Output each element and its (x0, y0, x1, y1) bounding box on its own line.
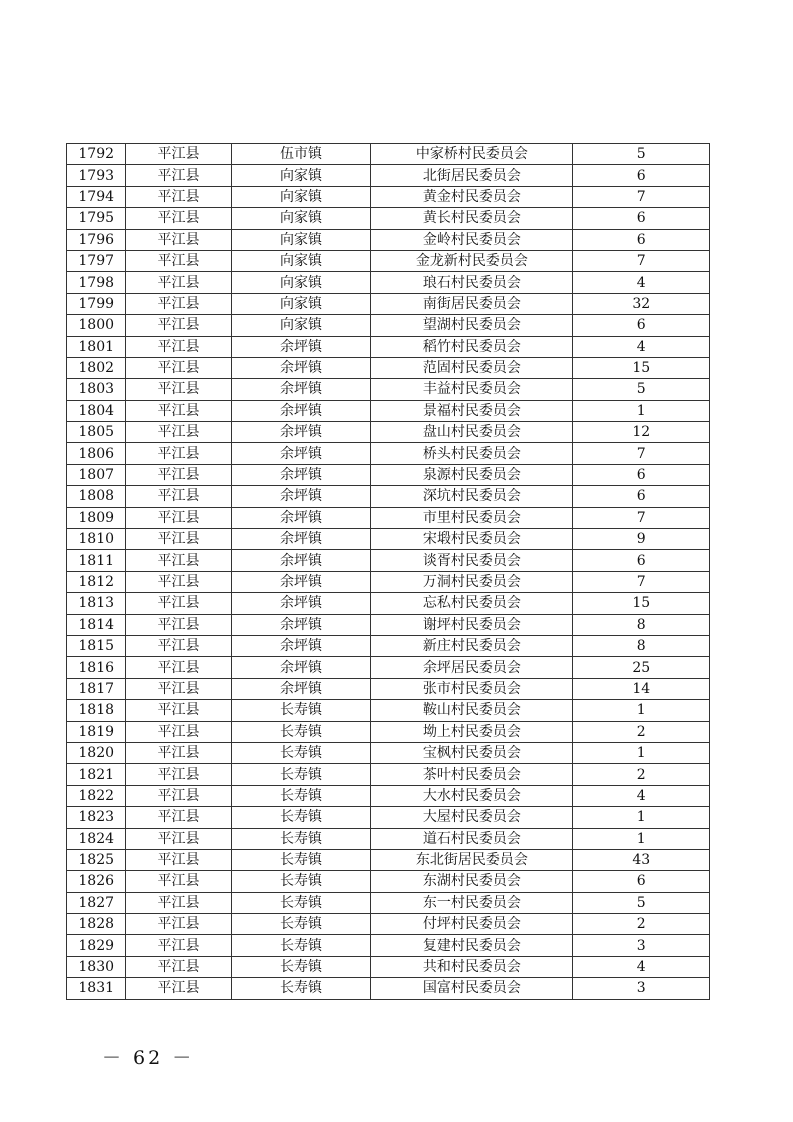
committee-cell: 丰益村民委员会 (371, 379, 573, 400)
count-cell: 7 (573, 186, 710, 207)
county-cell: 平江县 (126, 315, 231, 336)
county-cell: 平江县 (126, 785, 231, 806)
committee-cell: 坳上村民委员会 (371, 721, 573, 742)
county-cell: 平江县 (126, 593, 231, 614)
count-cell: 6 (573, 208, 710, 229)
count-cell: 14 (573, 678, 710, 699)
town-cell: 余坪镇 (231, 529, 371, 550)
county-cell: 平江县 (126, 935, 231, 956)
county-cell: 平江县 (126, 486, 231, 507)
table-row (67, 250, 710, 271)
table-row (67, 186, 710, 207)
town-cell: 余坪镇 (231, 571, 371, 592)
table-row (67, 422, 710, 443)
table-row (67, 486, 710, 507)
row-index-cell: 1795 (67, 208, 126, 229)
committee-cell: 东湖村民委员会 (371, 871, 573, 892)
county-cell: 平江县 (126, 208, 231, 229)
county-cell: 平江县 (126, 464, 231, 485)
county-cell: 平江县 (126, 443, 231, 464)
county-cell: 平江县 (126, 144, 231, 165)
count-cell: 1 (573, 807, 710, 828)
count-cell: 15 (573, 357, 710, 378)
committee-cell: 深坑村民委员会 (371, 486, 573, 507)
committee-cell: 桥头村民委员会 (371, 443, 573, 464)
row-index-cell: 1811 (67, 550, 126, 571)
table-row (67, 785, 710, 806)
table-row (67, 208, 710, 229)
committee-cell: 新庄村民委员会 (371, 635, 573, 656)
count-cell: 6 (573, 871, 710, 892)
county-cell: 平江县 (126, 849, 231, 870)
committee-cell: 张市村民委员会 (371, 678, 573, 699)
committee-cell: 国富村民委员会 (371, 978, 573, 999)
count-cell: 2 (573, 721, 710, 742)
count-cell: 12 (573, 422, 710, 443)
town-cell: 长寿镇 (231, 700, 371, 721)
table-row (67, 571, 710, 592)
count-cell: 3 (573, 935, 710, 956)
county-cell: 平江县 (126, 956, 231, 977)
county-cell: 平江县 (126, 614, 231, 635)
count-cell: 6 (573, 486, 710, 507)
town-cell: 长寿镇 (231, 892, 371, 913)
town-cell: 向家镇 (231, 208, 371, 229)
county-cell: 平江县 (126, 914, 231, 935)
town-cell: 余坪镇 (231, 550, 371, 571)
town-cell: 向家镇 (231, 315, 371, 336)
county-cell: 平江县 (126, 250, 231, 271)
committee-cell: 南街居民委员会 (371, 293, 573, 314)
row-index-cell: 1805 (67, 422, 126, 443)
count-cell: 4 (573, 956, 710, 977)
row-index-cell: 1830 (67, 956, 126, 977)
county-cell: 平江县 (126, 678, 231, 699)
committee-cell: 市里村民委员会 (371, 507, 573, 528)
county-cell: 平江县 (126, 871, 231, 892)
count-cell: 4 (573, 336, 710, 357)
row-index-cell: 1821 (67, 764, 126, 785)
committee-cell: 望湖村民委员会 (371, 315, 573, 336)
town-cell: 余坪镇 (231, 486, 371, 507)
county-cell: 平江县 (126, 978, 231, 999)
town-cell: 余坪镇 (231, 464, 371, 485)
row-index-cell: 1822 (67, 785, 126, 806)
committee-cell: 付坪村民委员会 (371, 914, 573, 935)
table-row (67, 978, 710, 999)
count-cell: 9 (573, 529, 710, 550)
town-cell: 余坪镇 (231, 614, 371, 635)
town-cell: 向家镇 (231, 229, 371, 250)
town-cell: 余坪镇 (231, 357, 371, 378)
county-cell: 平江县 (126, 529, 231, 550)
committee-cell: 忘私村民委员会 (371, 593, 573, 614)
row-index-cell: 1814 (67, 614, 126, 635)
table-row (67, 379, 710, 400)
count-cell: 25 (573, 657, 710, 678)
row-index-cell: 1808 (67, 486, 126, 507)
town-cell: 长寿镇 (231, 785, 371, 806)
count-cell: 6 (573, 464, 710, 485)
county-cell: 平江县 (126, 336, 231, 357)
county-cell: 平江县 (126, 892, 231, 913)
count-cell: 1 (573, 700, 710, 721)
table-row (67, 935, 710, 956)
table-row (67, 742, 710, 763)
committee-cell: 东北街居民委员会 (371, 849, 573, 870)
count-cell: 6 (573, 550, 710, 571)
town-cell: 长寿镇 (231, 871, 371, 892)
committee-cell: 北街居民委员会 (371, 165, 573, 186)
county-cell: 平江县 (126, 507, 231, 528)
county-cell: 平江县 (126, 764, 231, 785)
committee-cell: 金龙新村民委员会 (371, 250, 573, 271)
row-index-cell: 1797 (67, 250, 126, 271)
row-index-cell: 1824 (67, 828, 126, 849)
table-row (67, 721, 710, 742)
table-row (67, 657, 710, 678)
row-index-cell: 1800 (67, 315, 126, 336)
committee-cell: 谈胥村民委员会 (371, 550, 573, 571)
table-row (67, 529, 710, 550)
table-body (67, 144, 710, 1000)
count-cell: 1 (573, 742, 710, 763)
town-cell: 余坪镇 (231, 422, 371, 443)
county-cell: 平江县 (126, 379, 231, 400)
row-index-cell: 1801 (67, 336, 126, 357)
page-number: － 62 － (102, 1047, 195, 1069)
committee-cell: 稻竹村民委员会 (371, 336, 573, 357)
row-index-cell: 1794 (67, 186, 126, 207)
row-index-cell: 1810 (67, 529, 126, 550)
count-cell: 4 (573, 272, 710, 293)
count-cell: 15 (573, 593, 710, 614)
town-cell: 向家镇 (231, 272, 371, 293)
town-cell: 向家镇 (231, 293, 371, 314)
committee-cell: 中家桥村民委员会 (371, 144, 573, 165)
county-cell: 平江县 (126, 272, 231, 293)
table-row (67, 678, 710, 699)
county-cell: 平江县 (126, 400, 231, 421)
town-cell: 向家镇 (231, 186, 371, 207)
committee-cell: 黄长村民委员会 (371, 208, 573, 229)
table-row (67, 336, 710, 357)
row-index-cell: 1815 (67, 635, 126, 656)
committee-cell: 复建村民委员会 (371, 935, 573, 956)
committee-cell: 金岭村民委员会 (371, 229, 573, 250)
count-cell: 7 (573, 571, 710, 592)
row-index-cell: 1792 (67, 144, 126, 165)
committee-cell: 大屋村民委员会 (371, 807, 573, 828)
row-index-cell: 1798 (67, 272, 126, 293)
table-row (67, 892, 710, 913)
committee-cell: 余坪居民委员会 (371, 657, 573, 678)
town-cell: 余坪镇 (231, 443, 371, 464)
town-cell: 长寿镇 (231, 742, 371, 763)
table-row (67, 807, 710, 828)
committee-cell: 盘山村民委员会 (371, 422, 573, 443)
town-cell: 余坪镇 (231, 678, 371, 699)
county-cell: 平江县 (126, 635, 231, 656)
town-cell: 余坪镇 (231, 379, 371, 400)
town-cell: 余坪镇 (231, 593, 371, 614)
county-cell: 平江县 (126, 657, 231, 678)
row-index-cell: 1812 (67, 571, 126, 592)
committee-cell: 大水村民委员会 (371, 785, 573, 806)
county-cell: 平江县 (126, 357, 231, 378)
row-index-cell: 1804 (67, 400, 126, 421)
table-row (67, 635, 710, 656)
row-index-cell: 1828 (67, 914, 126, 935)
committee-cell: 景福村民委员会 (371, 400, 573, 421)
table-row (67, 828, 710, 849)
table-row (67, 871, 710, 892)
town-cell: 向家镇 (231, 250, 371, 271)
count-cell: 1 (573, 400, 710, 421)
table-row (67, 165, 710, 186)
count-cell: 6 (573, 165, 710, 186)
county-cell: 平江县 (126, 422, 231, 443)
row-index-cell: 1806 (67, 443, 126, 464)
count-cell: 2 (573, 764, 710, 785)
row-index-cell: 1796 (67, 229, 126, 250)
row-index-cell: 1829 (67, 935, 126, 956)
row-index-cell: 1807 (67, 464, 126, 485)
town-cell: 长寿镇 (231, 721, 371, 742)
town-cell: 长寿镇 (231, 978, 371, 999)
row-index-cell: 1827 (67, 892, 126, 913)
committee-cell: 道石村民委员会 (371, 828, 573, 849)
row-index-cell: 1793 (67, 165, 126, 186)
county-cell: 平江县 (126, 293, 231, 314)
count-cell: 43 (573, 849, 710, 870)
table-row (67, 229, 710, 250)
count-cell: 1 (573, 828, 710, 849)
county-cell: 平江县 (126, 742, 231, 763)
table-row (67, 464, 710, 485)
count-cell: 4 (573, 785, 710, 806)
count-cell: 6 (573, 229, 710, 250)
table-row (67, 700, 710, 721)
table-row (67, 315, 710, 336)
committee-cell: 东一村民委员会 (371, 892, 573, 913)
row-index-cell: 1813 (67, 593, 126, 614)
county-cell: 平江县 (126, 828, 231, 849)
table-row (67, 144, 710, 165)
row-index-cell: 1819 (67, 721, 126, 742)
committee-cell: 宝枫村民委员会 (371, 742, 573, 763)
committee-cell: 茶叶村民委员会 (371, 764, 573, 785)
row-index-cell: 1803 (67, 379, 126, 400)
town-cell: 长寿镇 (231, 764, 371, 785)
county-cell: 平江县 (126, 721, 231, 742)
row-index-cell: 1802 (67, 357, 126, 378)
row-index-cell: 1817 (67, 678, 126, 699)
count-cell: 8 (573, 635, 710, 656)
row-index-cell: 1818 (67, 700, 126, 721)
table-row (67, 357, 710, 378)
committee-cell: 万洞村民委员会 (371, 571, 573, 592)
count-cell: 32 (573, 293, 710, 314)
table-row (67, 400, 710, 421)
town-cell: 余坪镇 (231, 507, 371, 528)
county-cell: 平江县 (126, 186, 231, 207)
committee-cell: 琅石村民委员会 (371, 272, 573, 293)
county-cell: 平江县 (126, 550, 231, 571)
table-row (67, 272, 710, 293)
committee-cell: 谢坪村民委员会 (371, 614, 573, 635)
table-row (67, 293, 710, 314)
town-cell: 余坪镇 (231, 635, 371, 656)
row-index-cell: 1820 (67, 742, 126, 763)
town-cell: 余坪镇 (231, 657, 371, 678)
row-index-cell: 1823 (67, 807, 126, 828)
county-cell: 平江县 (126, 807, 231, 828)
town-cell: 长寿镇 (231, 914, 371, 935)
table-row (67, 507, 710, 528)
committee-cell: 黄金村民委员会 (371, 186, 573, 207)
town-cell: 向家镇 (231, 165, 371, 186)
county-cell: 平江县 (126, 165, 231, 186)
town-cell: 伍市镇 (231, 144, 371, 165)
row-index-cell: 1809 (67, 507, 126, 528)
count-cell: 7 (573, 443, 710, 464)
table-row (67, 914, 710, 935)
count-cell: 5 (573, 144, 710, 165)
row-index-cell: 1826 (67, 871, 126, 892)
committee-cell: 范固村民委员会 (371, 357, 573, 378)
count-cell: 7 (573, 507, 710, 528)
table-row (67, 443, 710, 464)
data-table (66, 143, 710, 1000)
county-cell: 平江县 (126, 700, 231, 721)
count-cell: 3 (573, 978, 710, 999)
count-cell: 5 (573, 892, 710, 913)
row-index-cell: 1816 (67, 657, 126, 678)
count-cell: 7 (573, 250, 710, 271)
committee-cell: 泉源村民委员会 (371, 464, 573, 485)
committee-cell: 鞍山村民委员会 (371, 700, 573, 721)
town-cell: 余坪镇 (231, 336, 371, 357)
town-cell: 长寿镇 (231, 956, 371, 977)
table-row (67, 849, 710, 870)
table-row (67, 614, 710, 635)
table-row (67, 764, 710, 785)
town-cell: 长寿镇 (231, 828, 371, 849)
row-index-cell: 1799 (67, 293, 126, 314)
row-index-cell: 1831 (67, 978, 126, 999)
row-index-cell: 1825 (67, 849, 126, 870)
town-cell: 长寿镇 (231, 849, 371, 870)
county-cell: 平江县 (126, 571, 231, 592)
table-row (67, 593, 710, 614)
count-cell: 5 (573, 379, 710, 400)
committee-cell: 宋塅村民委员会 (371, 529, 573, 550)
town-cell: 长寿镇 (231, 935, 371, 956)
count-cell: 6 (573, 315, 710, 336)
county-cell: 平江县 (126, 229, 231, 250)
town-cell: 长寿镇 (231, 807, 371, 828)
table-row (67, 550, 710, 571)
committee-cell: 共和村民委员会 (371, 956, 573, 977)
town-cell: 余坪镇 (231, 400, 371, 421)
table-row (67, 956, 710, 977)
count-cell: 8 (573, 614, 710, 635)
count-cell: 2 (573, 914, 710, 935)
